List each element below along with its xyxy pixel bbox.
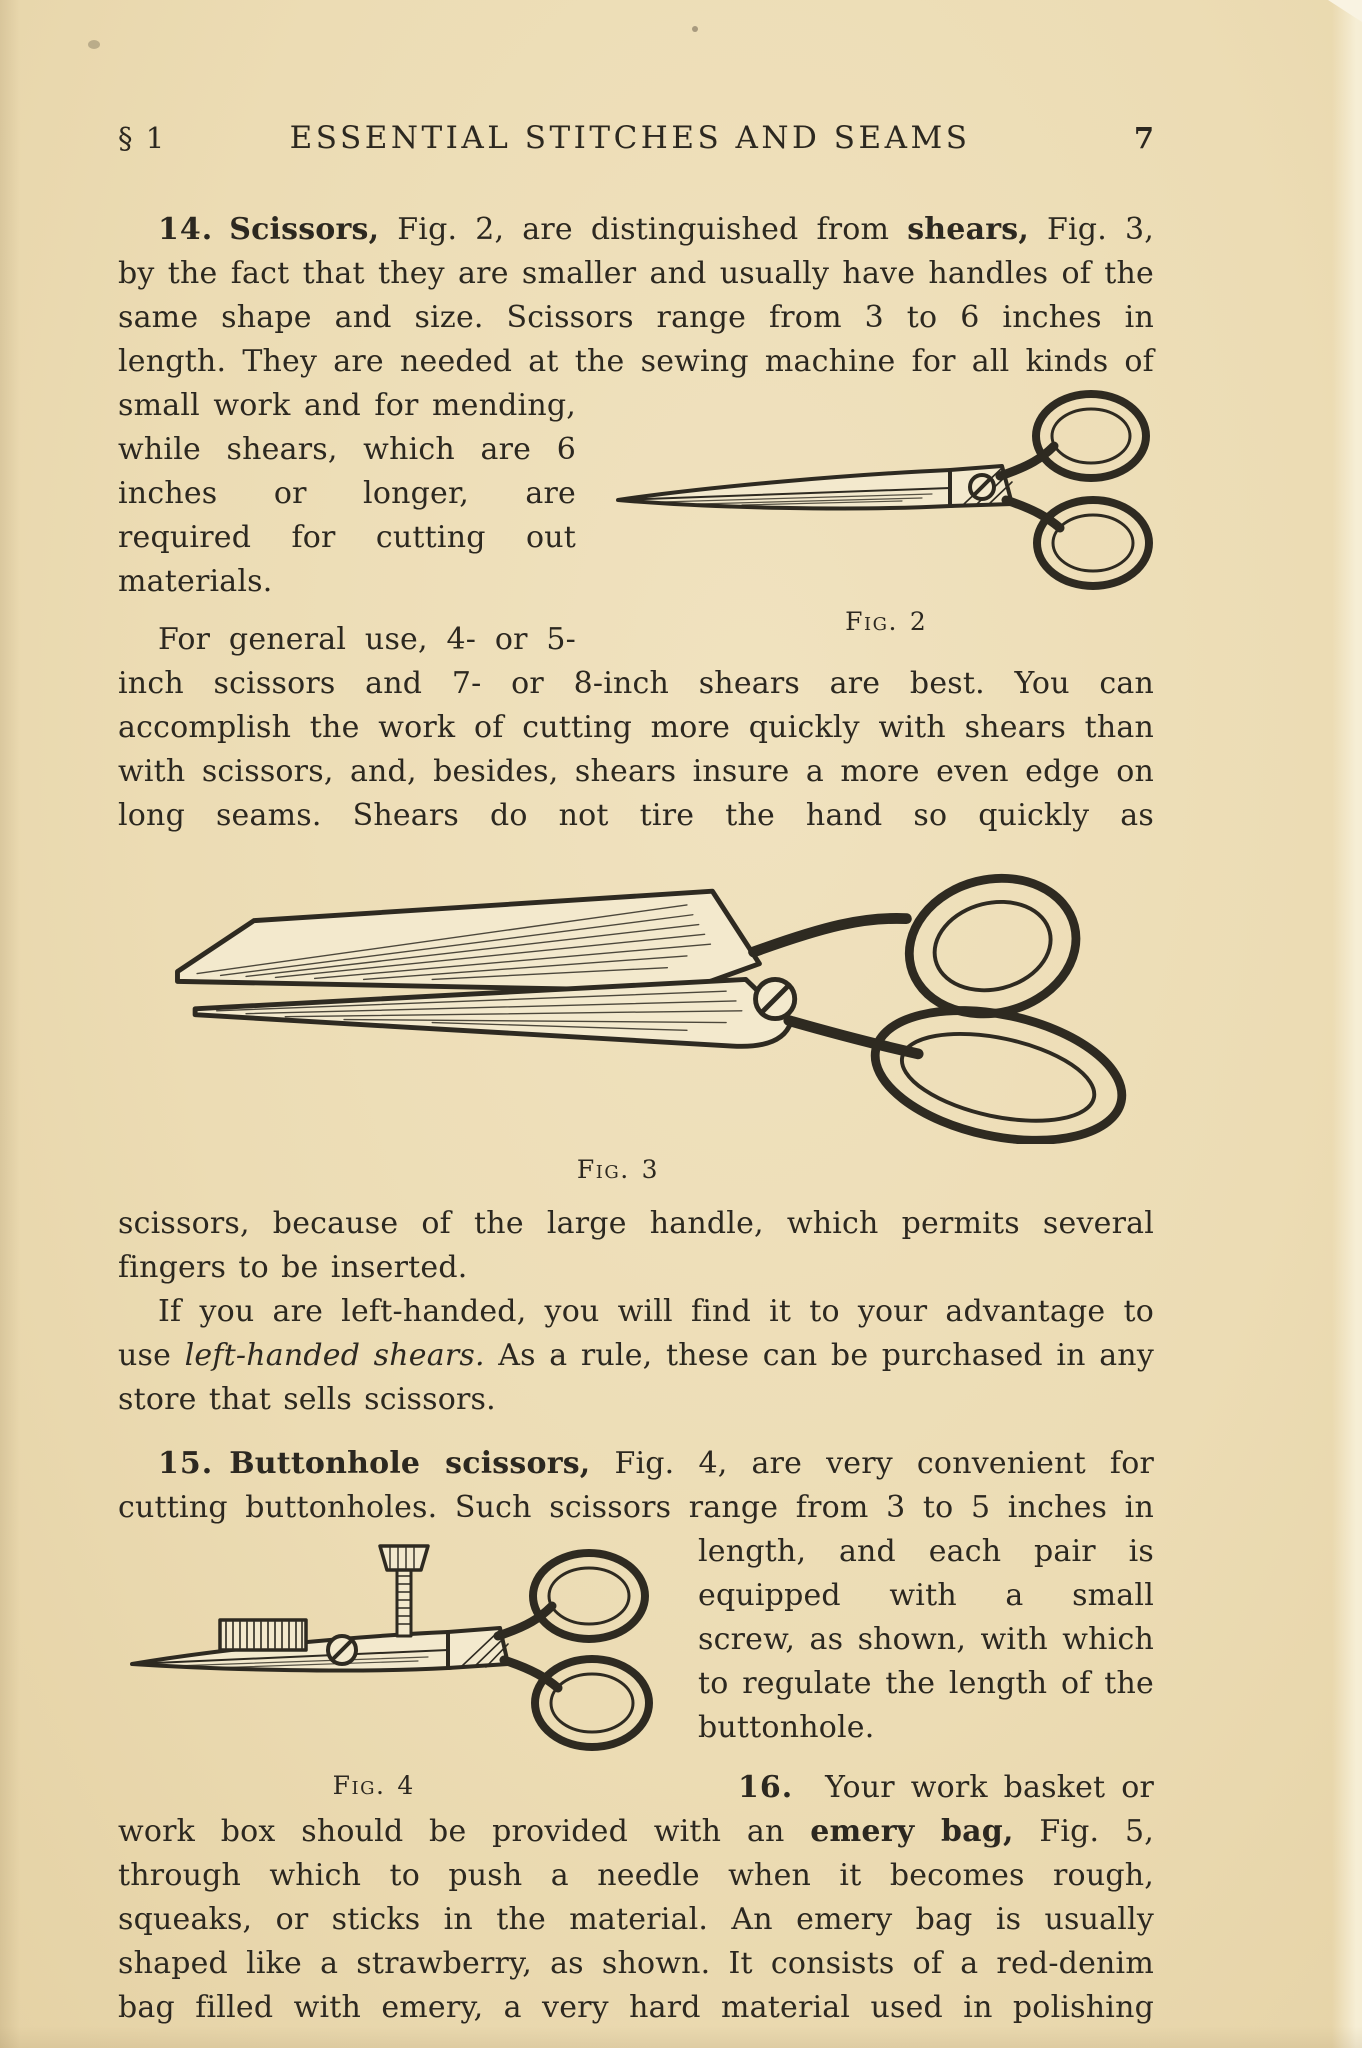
page-corner: [1328, 0, 1362, 22]
text-run: As a rule, these can be purchased in any store that sells scissors.: [118, 1338, 1154, 1417]
text-run: Fig. 2, are distinguished from: [379, 212, 908, 247]
figure-3: [118, 854, 1154, 1192]
body-text: [118, 208, 1154, 2030]
page-content: [118, 120, 1154, 2030]
figure-4: [118, 1540, 674, 1802]
italic-run: left-handed shears.: [184, 1338, 485, 1373]
figure-4-caption: Fig. 4: [332, 1771, 415, 1800]
text-run: and for mending, while shears, which are 6 inches or longer, are required for cutting out materials.: [118, 388, 576, 599]
running-header: [118, 120, 1154, 156]
paragraph-after-fig3: [118, 1202, 1154, 1290]
figure-3-caption: Fig. 3: [576, 1155, 660, 1184]
bold-run: Buttonhole scissors,: [229, 1446, 591, 1481]
bold-run: shears,: [907, 212, 1029, 247]
text-run: Your work basket or work box should be provided with an: [118, 1770, 1154, 1849]
paper-speck: [692, 26, 698, 32]
text-run: length, and each pair is equipped with a small screw, as shown, with which to regulate the length of the buttonhole.: [698, 1534, 1154, 1745]
page-title: ESSENTIAL STITCHES AND SEAMS: [289, 120, 971, 156]
paragraph-14-continuation: [118, 618, 1154, 838]
paragraph-left-handed: [118, 1290, 1154, 1422]
bold-run: Scissors,: [229, 212, 380, 247]
text-run: Fig. 3, by the fact that they are smaller and usually have handles of the same shape and size. Scissors range from 3 to 6 inches in length. They are needed at the sewing machine for all kinds of small work: [118, 212, 1154, 423]
section-mark: § 1: [118, 121, 167, 155]
page-left-edge-shading: [0, 0, 20, 2048]
page-number: 7: [1133, 121, 1154, 155]
bold-run: emery bag,: [810, 1814, 1014, 1849]
text-run: If you are left-handed, you will find it to your advantage to use: [118, 1294, 1154, 1373]
buttonhole-scissors-illustration: [118, 1540, 663, 1758]
paragraph-number: 16.: [738, 1770, 794, 1805]
shears-illustration: [131, 854, 1141, 1144]
figure-2-caption: Fig. 2: [845, 607, 928, 636]
paragraph-number: 14.: [158, 212, 214, 247]
paper-speck: [88, 40, 100, 49]
text-run: Fig. 4, are very convenient for cutting buttonholes. Such scissors range from 3 to 5 inches in: [118, 1446, 1154, 1525]
text-run: scissors, because of the large handle, which permits several fingers to be inserted.: [118, 1206, 1154, 1285]
text-run: For general use, 4- or 5-inch scissors and 7- or 8-inch shears are best. You can accomplish the work of cutting more quickly with shears than with scissors, and, besides, shears insure a more even edge on long seams. Shears do not tire the hand so quickly as: [118, 622, 1154, 833]
figure-2: [602, 388, 1154, 640]
page-right-edge-highlight: [1332, 0, 1362, 2048]
text-run: Fig. 5, through which to push a needle when it becomes rough, squeaks, or sticks in the material. An emery bag is usually shaped like a strawberry, as shown. It consists of a red-denim bag filled with emery, a very hard material used in polishing: [118, 1814, 1154, 2025]
paragraph-14: [118, 208, 1154, 636]
paragraph-number: 15.: [158, 1446, 214, 1481]
scissors-illustration: [602, 388, 1154, 594]
